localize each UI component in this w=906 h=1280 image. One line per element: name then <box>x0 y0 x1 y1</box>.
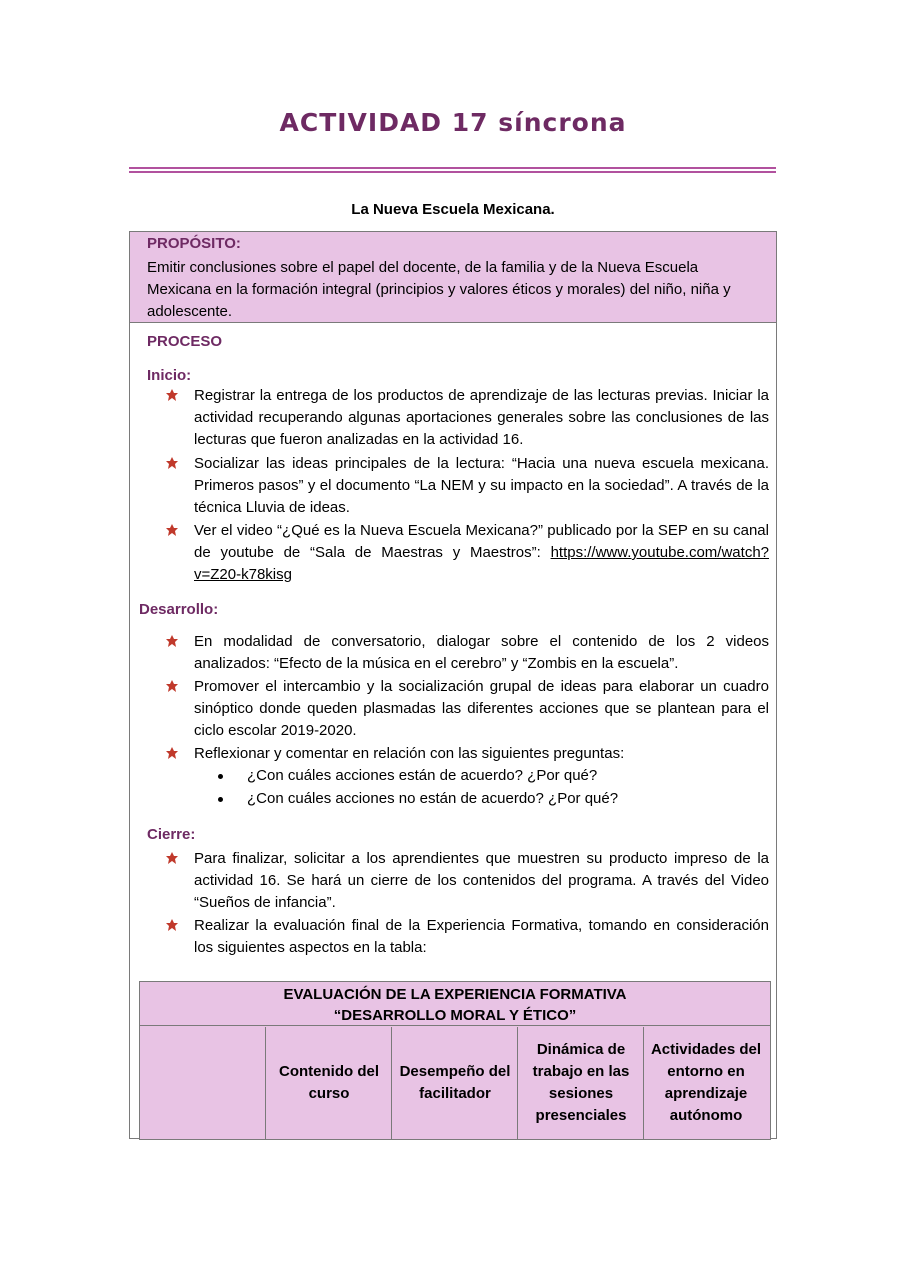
purpose-text: Emitir conclusiones sobre el papel del docente, de la familia y de la Nueva Escuela Mexicana en la formación integral (principios y valores éticos y morales) del niño, niña y adolescente. <box>147 259 731 320</box>
evaluation-title-line-2: “DESARROLLO MORAL Y ÉTICO” <box>333 1007 577 1024</box>
page-title: ACTIVIDAD 17 síncrona <box>279 108 627 137</box>
floral-bullet-icon <box>165 456 179 470</box>
floral-bullet-icon <box>165 851 179 865</box>
desarrollo-item-2: Promover el intercambio y la socialización grupal de ideas para elaborar un cuadro sinóptico donde queden plasmadas las diferentes acciones que se plantean para el ciclo escolar 2019-2020. <box>194 678 769 739</box>
floral-bullet-icon <box>165 679 179 693</box>
inicio-heading: Inicio: <box>147 367 192 384</box>
inicio-item-1: Registrar la entrega de los productos de aprendizaje de las lecturas previas. Iniciar la actividad recuperando algunas aportaciones generales sobre las conclusiones de las lecturas que fueron analizadas en la actividad 16. <box>194 387 769 448</box>
purpose-box <box>130 232 776 323</box>
inicio-item-3-text: Ver el video “¿Qué es la Nueva Escuela Mexicana?” publicado por la SEP en su canal de youtube de “Sala de Maestras y Maestros”: <box>194 522 769 561</box>
evaluation-table <box>139 981 771 1140</box>
floral-bullet-icon <box>165 634 179 648</box>
dot-bullet-icon <box>218 797 223 802</box>
table-header-cell-activities: Actividades del entorno en aprendizaje autónomo <box>643 1027 768 1139</box>
evaluation-table-title <box>140 982 770 1026</box>
title-rule-top <box>129 167 776 169</box>
question-text-1: ¿Con cuáles acciones están de acuerdo? ¿Por qué? <box>247 767 598 784</box>
evaluation-title-line-1: EVALUACIÓN DE LA EXPERIENCIA FORMATIVA <box>283 986 627 1003</box>
title-rule-bottom <box>129 171 776 173</box>
process-heading: PROCESO <box>147 333 223 350</box>
dot-bullet-icon <box>218 774 223 779</box>
floral-bullet-icon <box>165 388 179 402</box>
cierre-heading: Cierre: <box>147 826 196 843</box>
inicio-item-2: Socializar las ideas principales de la lectura: “Hacia una nueva escuela mexicana. Primeros pasos” y el documento “La NEM y su impacto en la sociedad”. A través de la técnica Lluvia de ideas. <box>194 455 769 516</box>
desarrollo-heading: Desarrollo: <box>139 601 219 618</box>
floral-bullet-icon <box>165 746 179 760</box>
floral-bullet-icon <box>165 918 179 932</box>
cierre-item-1: Para finalizar, solicitar a los aprendientes que muestren su producto impreso de la actividad 16. Se hará un cierre de los contenidos del programa. A través del Video “Sueños de infancia”. <box>194 850 769 911</box>
table-header-cell-dynamics: Dinámica de trabajo en las sesiones presenciales <box>517 1027 644 1139</box>
table-header-cell-facilitator: Desempeño del facilitador <box>391 1027 518 1139</box>
purpose-heading: PROPÓSITO: <box>147 235 241 252</box>
activity-subtitle: La Nueva Escuela Mexicana. <box>351 201 555 218</box>
desarrollo-item-3: Reflexionar y comentar en relación con las siguientes preguntas: <box>194 745 625 762</box>
floral-bullet-icon <box>165 523 179 537</box>
table-header-cell-blank <box>140 1027 265 1139</box>
desarrollo-item-1: En modalidad de conversatorio, dialogar sobre el contenido de los 2 videos analizados: “Efecto de la música en el cerebro” y “Zombis en la escuela”. <box>194 633 769 672</box>
youtube-link[interactable]: https://www.youtube.com/watch?v=Z20-k78kisg <box>194 544 769 583</box>
question-text-2: ¿Con cuáles acciones no están de acuerdo? ¿Por qué? <box>247 790 619 807</box>
cierre-item-2: Realizar la evaluación final de la Experiencia Formativa, tomando en consideración los siguientes aspectos en la tabla: <box>194 917 769 956</box>
activity-frame <box>129 231 777 1139</box>
inicio-item-3 <box>194 520 769 586</box>
table-header-cell-content: Contenido del curso <box>265 1027 392 1139</box>
